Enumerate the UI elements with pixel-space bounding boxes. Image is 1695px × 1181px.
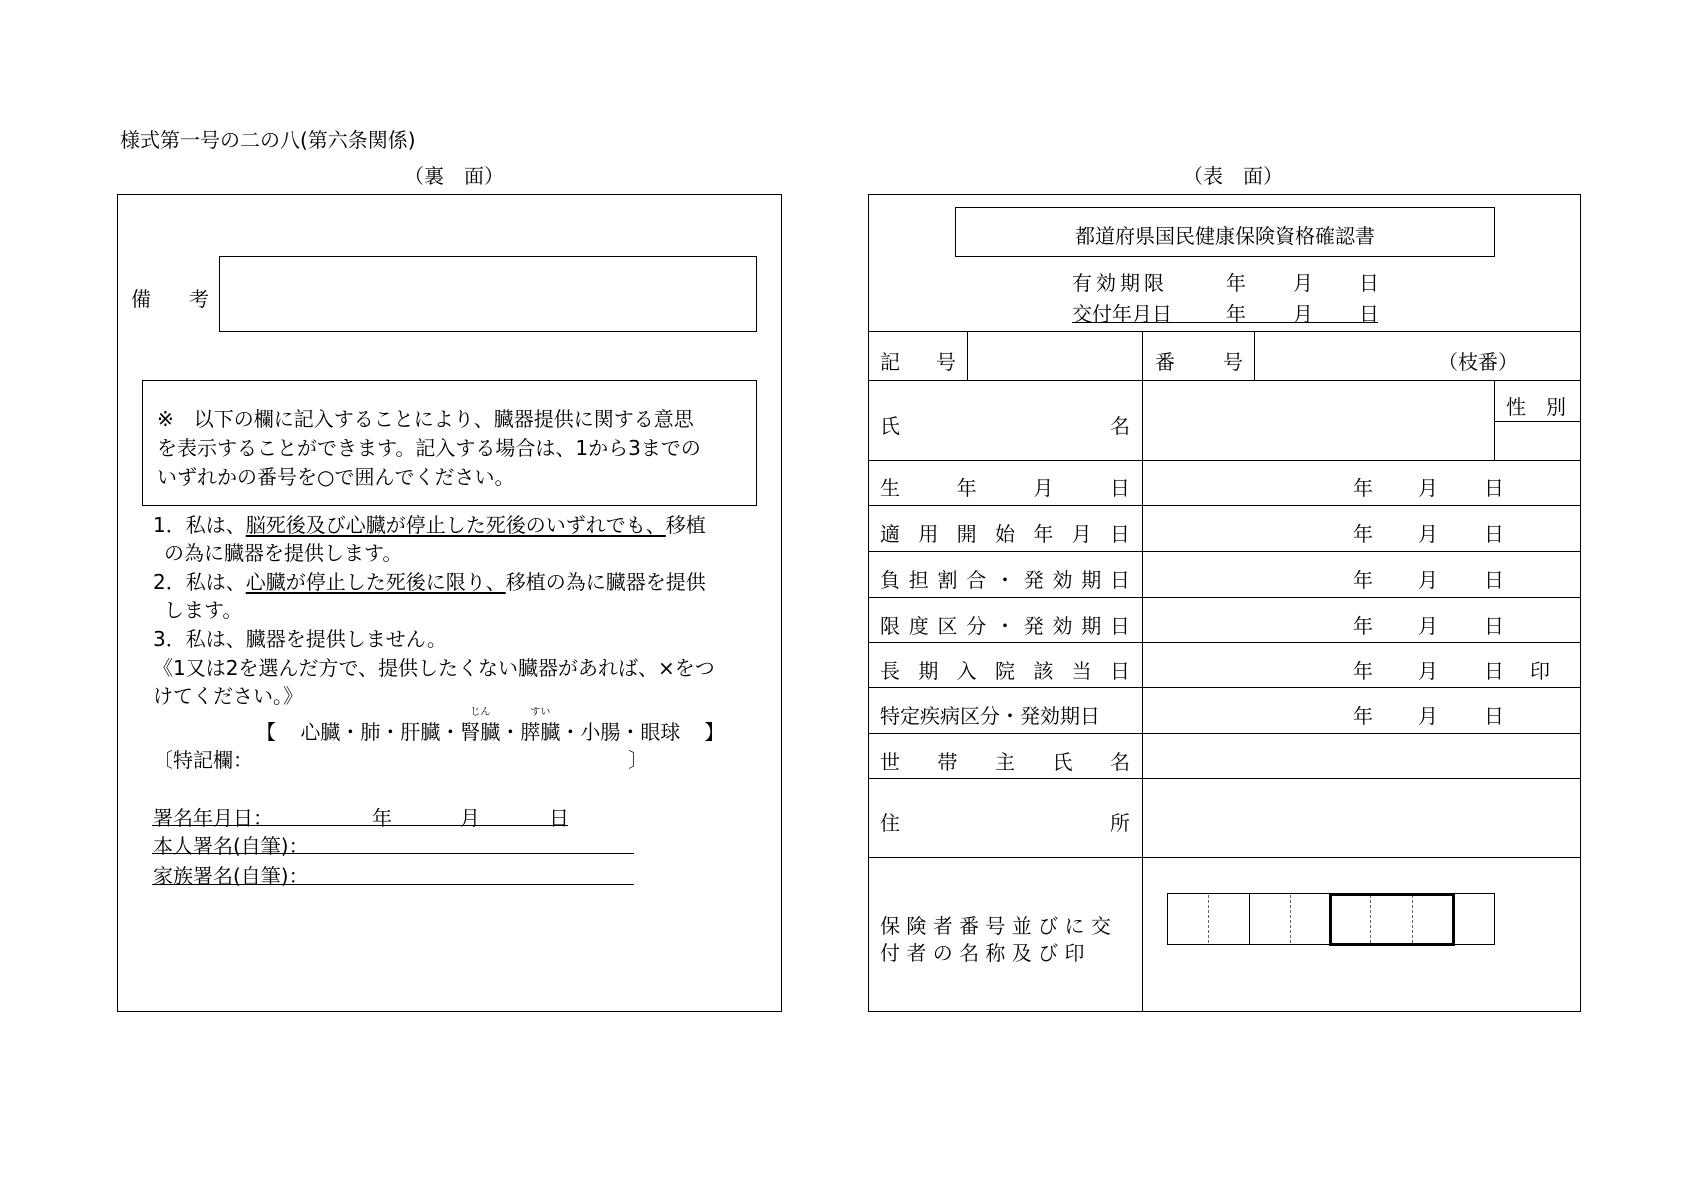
organ-list-close: 】 — [704, 720, 725, 744]
householder-label-char: 名 — [1110, 750, 1130, 774]
option-1-suffix: 移植 — [665, 513, 706, 537]
birth-date-label — [880, 472, 1130, 501]
copay-ratio-label-char: 効 — [1052, 568, 1073, 592]
specific-disease-month: 月 — [1418, 704, 1438, 728]
coverage-start-label-char: 始 — [994, 522, 1015, 546]
birth-date-day: 日 — [1484, 476, 1504, 500]
option-2-suffix: 移植の為に臓器を提供 — [505, 570, 706, 594]
donation-option-1-cont: の為に臓器を提供します。 — [164, 541, 403, 565]
coverage-start-label — [880, 518, 1130, 547]
limit-category-day: 日 — [1484, 614, 1504, 638]
organ-note-line-2: けてください。》 — [153, 684, 303, 708]
grid-line — [868, 597, 1581, 598]
notice-line-1: ※ 以下の欄に記入することにより、臓器提供に関する意思 — [157, 407, 694, 431]
notice-line-3: いずれかの番号を○で囲んでください。 — [157, 465, 515, 489]
symbol-label-char-1: 記 — [880, 350, 900, 374]
donation-option-1 — [153, 509, 706, 538]
organ-list — [256, 707, 725, 745]
kidney-text: 腎臓 — [460, 720, 501, 744]
grid-line — [868, 857, 1581, 858]
birth-date-label-char: 月 — [1033, 476, 1054, 500]
householder-label-char: 世 — [880, 750, 900, 774]
issue-date-day: 日 — [1359, 302, 1379, 326]
coverage-start-label-char: 用 — [918, 522, 939, 546]
back-side-heading: （裏 面） — [404, 164, 504, 188]
address-label-char: 所 — [1110, 811, 1130, 835]
coverage-start-label-char: 日 — [1109, 522, 1130, 546]
special-notes-close: 〕 — [628, 748, 648, 772]
limit-category-year: 年 — [1353, 614, 1373, 638]
long-term-label-char: 院 — [994, 659, 1015, 683]
limit-category-label-char: ・ — [995, 614, 1015, 638]
pancreas-ruby: すい — [530, 707, 551, 718]
symbol-value[interactable] — [970, 334, 1138, 378]
copay-ratio-month: 月 — [1418, 568, 1438, 592]
grid-line — [1142, 331, 1143, 1012]
long-term-year: 年 — [1353, 659, 1373, 683]
insurer-digit-separator — [1249, 893, 1250, 945]
option-1-prefix: 1．私は、 — [153, 513, 246, 537]
self-signature-label: 本人署名(自筆)： — [153, 834, 309, 858]
copay-ratio-label-char: 発 — [1023, 568, 1044, 592]
insurer-label-line-1: 保 険 者 番 号 並 び に 交 — [880, 914, 1111, 938]
kidney-ruby: じん — [470, 707, 491, 718]
remarks-label — [131, 283, 209, 312]
name-label-char-1: 氏 — [880, 414, 900, 438]
donation-option-2 — [153, 566, 706, 595]
copay-ratio-label-char: 合 — [966, 568, 987, 592]
householder-name-label — [880, 746, 1130, 775]
grid-line — [868, 642, 1581, 643]
coverage-start-label-char: 開 — [956, 522, 977, 546]
valid-until-month: 月 — [1293, 271, 1313, 295]
option-2-underlined: 心臓が停止した死後に限り、 — [245, 570, 506, 594]
issue-date-label: 交付年月日 — [1072, 302, 1172, 326]
grid-line — [1254, 331, 1255, 380]
copay-ratio-year: 年 — [1353, 568, 1373, 592]
issue-date-underline — [1072, 322, 1378, 323]
remarks-label-char-2: 考 — [189, 287, 209, 311]
limit-category-month: 月 — [1418, 614, 1438, 638]
birth-date-label-char: 日 — [1109, 476, 1130, 500]
householder-label-char: 帯 — [937, 750, 958, 774]
limit-category-label-char: 発 — [1023, 614, 1044, 638]
card-title: 都道府県国民健康保険資格確認書 — [1075, 224, 1375, 248]
option-2-prefix: 2．私は、 — [153, 570, 246, 594]
issue-date-year: 年 — [1226, 302, 1246, 326]
sign-date-day: 日 — [549, 806, 569, 830]
grid-line — [868, 505, 1581, 506]
sign-date-year: 年 — [372, 806, 392, 830]
address-label-char: 住 — [880, 811, 900, 835]
symbol-label-char-2: 号 — [936, 350, 956, 374]
long-term-seal: 印 — [1530, 659, 1550, 683]
issue-date-month: 月 — [1293, 302, 1313, 326]
organ-list-open: 【 — [256, 720, 276, 744]
special-notes-open: 〔特記欄： — [153, 748, 253, 772]
pancreas — [520, 707, 561, 745]
donation-option-2-cont: します。 — [164, 598, 243, 622]
number-label-char-1: 番 — [1155, 350, 1175, 374]
sign-date-month: 月 — [460, 806, 480, 830]
notice-line-2: を表示することができます。記入する場合は、1から3までの — [157, 436, 701, 460]
sign-date-underline — [152, 825, 568, 826]
remarks-field[interactable] — [219, 256, 757, 332]
insurer-digit-dashed-divider — [1208, 895, 1209, 943]
long-term-month: 月 — [1418, 659, 1438, 683]
branch-number-label: （枝番） — [1438, 350, 1518, 374]
front-side-heading: （表 面） — [1183, 164, 1283, 188]
grid-line — [1494, 421, 1581, 422]
organ-list-b: ・小腸・眼球 — [560, 720, 681, 744]
grid-line — [868, 778, 1581, 779]
copay-ratio-label-char: 担 — [908, 568, 929, 592]
family-signature-label: 家族署名(自筆)： — [153, 864, 309, 888]
long-term-label-char: 長 — [880, 659, 900, 683]
symbol-label — [880, 346, 956, 375]
insurer-digit-dashed-divider — [1290, 895, 1291, 943]
grid-line — [868, 380, 1581, 381]
copay-ratio-label-char: ・ — [995, 568, 1015, 592]
long-term-label-char: 該 — [1033, 659, 1054, 683]
insurer-label-line-2: 付 者 の 名 称 及 び 印 — [880, 941, 1085, 965]
sex-label: 性 別 — [1506, 395, 1566, 419]
limit-category-label-char: 日 — [1110, 614, 1130, 638]
sign-date-label: 署名年月日： — [153, 806, 273, 830]
coverage-start-month: 月 — [1418, 522, 1438, 546]
organ-list-dot: ・ — [500, 720, 521, 744]
kidney — [460, 707, 501, 745]
copay-ratio-label-char: 負 — [880, 568, 900, 592]
grid-line — [868, 687, 1581, 688]
householder-label-char: 主 — [995, 750, 1015, 774]
name-label — [880, 410, 1130, 439]
householder-label-char: 氏 — [1052, 750, 1073, 774]
limit-category-label — [880, 610, 1130, 639]
specific-disease-label: 特定疾病区分・発効期日 — [880, 704, 1100, 728]
number-label-char-2: 号 — [1223, 350, 1243, 374]
limit-category-label-char: 効 — [1052, 614, 1073, 638]
copay-ratio-day: 日 — [1484, 568, 1504, 592]
long-term-label-char: 当 — [1071, 659, 1092, 683]
coverage-start-label-char: 年 — [1033, 522, 1054, 546]
family-signature-line[interactable] — [152, 884, 634, 885]
long-term-label-char: 期 — [918, 659, 939, 683]
organ-note-line-1: 《1又は2を選んだ方で、提供したくない臓器があれば、×をつ — [153, 656, 715, 680]
option-1-underlined: 脳死後及び心臓が停止した死後のいずれでも、 — [245, 513, 666, 537]
form-title: 様式第一号の二の八(第六条関係) — [120, 128, 416, 152]
copay-ratio-label — [880, 564, 1130, 593]
self-signature-line[interactable] — [152, 853, 634, 854]
specific-disease-year: 年 — [1353, 704, 1373, 728]
grid-line — [868, 331, 1581, 332]
specific-disease-day: 日 — [1484, 704, 1504, 728]
long-term-label-char: 入 — [956, 659, 977, 683]
limit-category-label-char: 期 — [1081, 614, 1102, 638]
long-term-day: 日 — [1484, 659, 1504, 683]
donation-option-3: 3．私は、臓器を提供しません。 — [153, 627, 447, 651]
copay-ratio-label-char: 日 — [1110, 568, 1130, 592]
birth-date-label-char: 生 — [880, 476, 900, 500]
coverage-start-year: 年 — [1353, 522, 1373, 546]
grid-line — [868, 551, 1581, 552]
name-label-char-2: 名 — [1110, 414, 1130, 438]
organ-list-a: 心臓・肺・肝臓・ — [300, 720, 461, 744]
long-term-label-char: 日 — [1109, 659, 1130, 683]
address-label — [880, 807, 1130, 836]
valid-until-year: 年 — [1226, 271, 1246, 295]
front-side-frame — [868, 194, 1581, 1012]
coverage-start-label-char: 月 — [1071, 522, 1092, 546]
valid-until-day: 日 — [1359, 271, 1379, 295]
pancreas-text: 膵臓 — [520, 720, 561, 744]
limit-category-label-char: 分 — [966, 614, 987, 638]
copay-ratio-label-char: 割 — [937, 568, 958, 592]
grid-line — [967, 331, 968, 380]
limit-category-label-char: 限 — [880, 614, 900, 638]
birth-date-year: 年 — [1353, 476, 1373, 500]
limit-category-label-char: 区 — [937, 614, 958, 638]
remarks-label-char-1: 備 — [131, 287, 151, 311]
insurer-check-digit-box[interactable] — [1329, 893, 1455, 946]
long-term-hospitalization-label — [880, 655, 1130, 684]
valid-until-label: 有効期限 — [1072, 271, 1168, 295]
birth-date-month: 月 — [1418, 476, 1438, 500]
coverage-start-day: 日 — [1484, 522, 1504, 546]
limit-category-label-char: 度 — [908, 614, 929, 638]
copay-ratio-label-char: 期 — [1081, 568, 1102, 592]
grid-line — [1494, 380, 1495, 460]
birth-date-label-char: 年 — [956, 476, 977, 500]
number-label — [1155, 346, 1243, 375]
grid-line — [868, 733, 1581, 734]
coverage-start-label-char: 適 — [880, 522, 900, 546]
grid-line — [868, 460, 1581, 461]
